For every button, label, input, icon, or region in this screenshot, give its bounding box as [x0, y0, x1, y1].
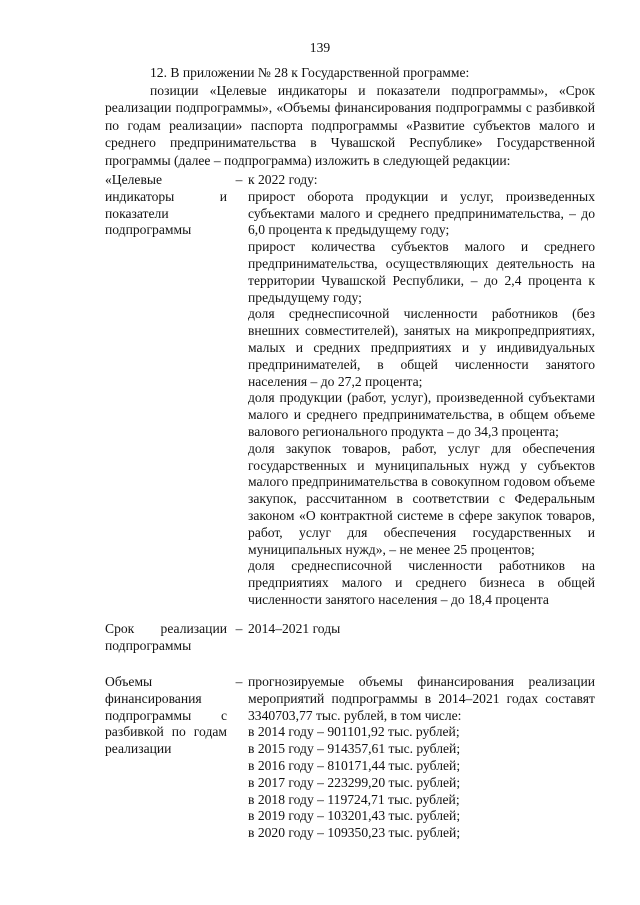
- intro-block: [105, 64, 595, 170]
- row-label: «Целевые индикаторы и показатели подпрограммы: [105, 172, 227, 238]
- financing-year: в 2016 году – 810171,44 тыс. рублей;: [248, 757, 461, 773]
- page-number: 139: [309, 40, 331, 55]
- content-item: доля среднесписочной численности работников (без внешних совместителей), занятых на микропредприятиях, малых и средних предприятиях и у индивидуальных предпринимателей, в общей численности занятого населения – до 27,2 процента;: [248, 306, 595, 389]
- intro-paragraph: позиции «Целевые индикаторы и показатели подпрограммы», «Срок реализации подпрограммы», «Объемы финансирования подпрограммы с разбивкой по годам реализации» паспорта подпрограммы «Развитие субъектов малого и среднего предпринимательства в Чувашской Республике» Государственной программы (далее – подпрограмма) изложить в следующей редакции:: [105, 82, 595, 168]
- financing-year: в 2015 году – 914357,61 тыс. рублей;: [248, 741, 461, 757]
- content-item: прогнозируемые объемы финансирования реализации мероприятий подпрограммы в 2014–2021 годах составят 3340703,77 тыс. рублей, в том числе:: [248, 674, 595, 723]
- content-item: к 2022 году:: [248, 172, 318, 187]
- row-dash: –: [235, 674, 243, 689]
- content-item: доля продукции (работ, услуг), произведенной субъектами малого и среднего предпринимательства, в общем объеме валового регионального продукта – до 34,3 процента;: [248, 390, 595, 439]
- content-item: прирост количества субъектов малого и среднего предпринимательства, осуществляющих деятельность на территории Чувашской Республики, – до 2,4 процента к предыдущему году;: [248, 239, 595, 305]
- content-item: доля среднесписочной численности работников на предприятиях малого и среднего бизнеса в общей численности занятого населения – до 18,4 процента: [248, 558, 595, 607]
- row-label: Срок реализации подпрограммы: [105, 621, 227, 653]
- row-content: [248, 621, 595, 638]
- content-item: доля закупок товаров, работ, услуг для обеспечения государственных и муниципальных нужд у субъектов малого предпринимательства в совокупном годовом объеме закупок, рассчитанном в соответствии с Федеральным законом «О контрактной системе в сфере закупок товаров, работ, услуг для обеспечения государственных и муниципальных нужд», – не менее 25 процентов;: [248, 440, 595, 557]
- content-item: 2014–2021 годы: [248, 621, 341, 636]
- row-dash: –: [235, 621, 243, 636]
- row-dash: –: [235, 172, 243, 187]
- financing-year: в 2020 году – 109350,23 тыс. рублей;: [248, 825, 461, 841]
- intro-heading: 12. В приложении № 28 к Государственной программе:: [150, 65, 470, 80]
- financing-year: в 2019 году – 103201,43 тыс. рублей;: [248, 808, 461, 824]
- financing-year: в 2018 году – 119724,71 тыс. рублей;: [248, 791, 460, 807]
- financing-year: в 2014 году – 901101,92 тыс. рублей;: [248, 724, 460, 740]
- row-label: Объемы финансирования подпрограммы с разбивкой по годам реализации: [105, 674, 227, 757]
- row-content: [248, 172, 595, 609]
- row-content: [248, 674, 595, 842]
- financing-year: в 2017 году – 223299,20 тыс. рублей;: [248, 774, 461, 790]
- content-item: прирост оборота продукции и услуг, произведенных субъектами малого и среднего предпринимательства, – до 6,0 процента к предыдущему году;: [248, 188, 595, 238]
